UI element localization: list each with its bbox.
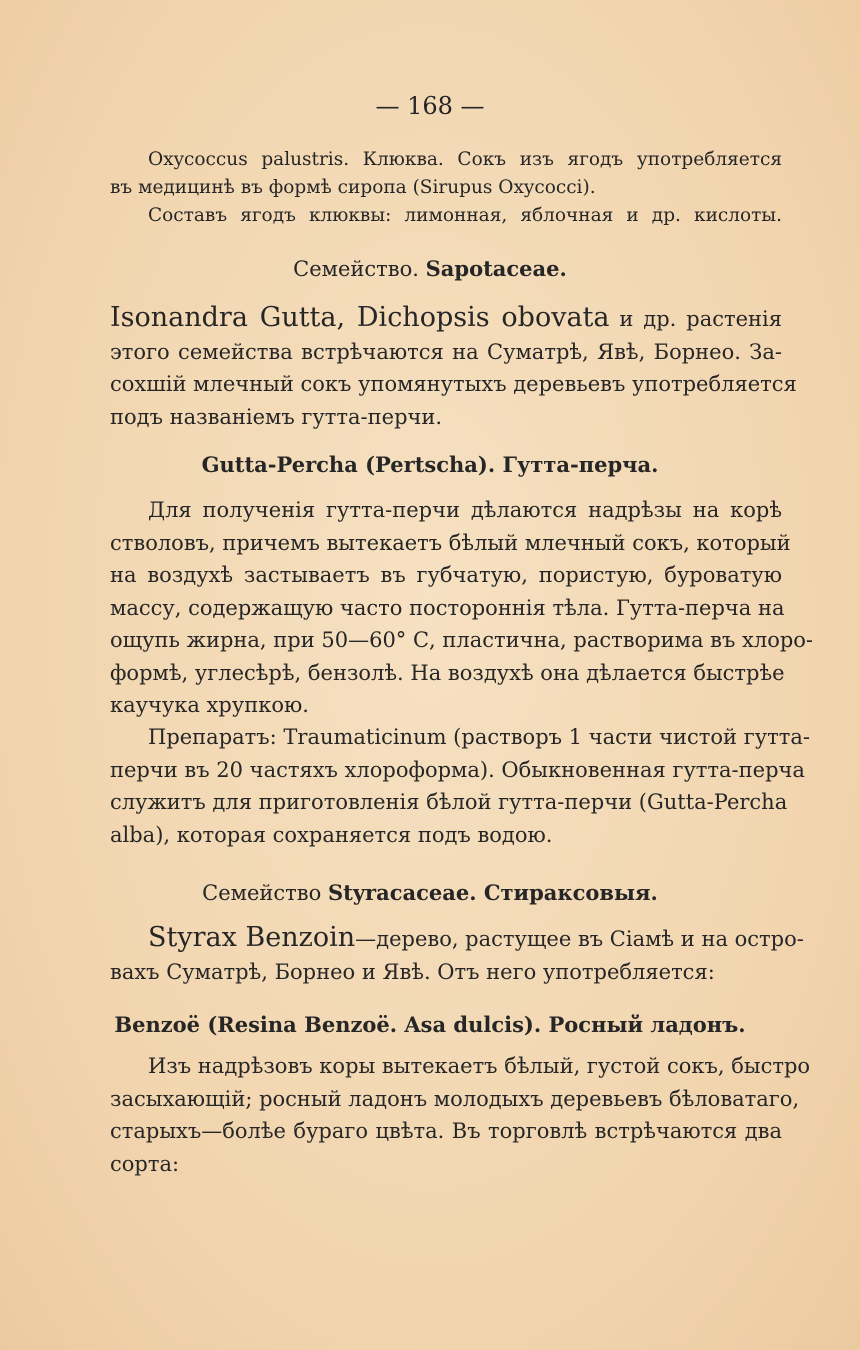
- text-line: вахъ Суматрѣ, Борнео и Явѣ. Отъ него употребляется:: [110, 959, 715, 984]
- heading-family-name: Styracaceae. Стираксовыя.: [327, 880, 658, 905]
- text-line: на воздухѣ застываетъ въ губчатую, пористую, буроватую: [110, 563, 782, 587]
- section-heading-gutta-percha: [0, 452, 860, 477]
- text-line: формѣ, углесѣрѣ, бензолѣ. На воздухѣ она дѣлается быстрѣе: [110, 660, 785, 685]
- heading-text: Benzoë (Resina Benzoë. Asa dulcis). Росный ладонъ.: [114, 1012, 746, 1037]
- heading-prefix: Семейство: [202, 881, 322, 905]
- text-line: Составъ ягодъ клюквы: лимонная, яблочная и др. кислоты.: [148, 205, 782, 226]
- text-line: Изъ надрѣзовъ коры вытекаетъ бѣлый, густой сокъ, быстро: [148, 1054, 811, 1078]
- text-line: служитъ для приготовленія бѣлой гутта-перчи (Gutta-Percha: [110, 790, 788, 814]
- section-heading-benzoe: [0, 1012, 860, 1037]
- text-line: засыхающій; росный ладонъ молодыхъ деревьевъ бѣловатаго,: [110, 1086, 800, 1111]
- heading-family-name: Sapotaceae.: [425, 256, 567, 281]
- sapotaceae-paragraph: [110, 302, 797, 433]
- lead-species-names: Isonandra Gutta, Dichopsis obovata: [110, 302, 610, 333]
- heading-prefix: Семейство.: [293, 257, 419, 281]
- oxycoccus-paragraph: [110, 146, 782, 230]
- section-heading-styracaceae: [0, 880, 860, 905]
- text-line: перчи въ 20 частяхъ хлороформа). Обыкновенная гутта-перча: [110, 757, 805, 782]
- text-line: стволовъ, причемъ вытекаетъ бѣлый млечный сокъ, который: [110, 530, 791, 555]
- text-line: въ медицинѣ въ формѣ сиропа (Sirupus Oxycocci).: [110, 177, 596, 198]
- text-line: массу, содержащую часто постороннія тѣла. Гутта-перча на: [110, 595, 785, 620]
- page-number: — 168 —: [375, 92, 485, 120]
- text-line: каучука хрупкою.: [110, 693, 309, 717]
- text-line: сорта:: [110, 1151, 180, 1176]
- section-heading-sapotaceae: [0, 256, 860, 281]
- text-line: старыхъ—болѣе бураго цвѣта. Въ торговлѣ встрѣчаются два: [110, 1119, 782, 1143]
- lead-species-name: Styrax Benzoin: [148, 922, 356, 953]
- gutta-paragraph-1: [110, 494, 814, 722]
- text-line: ощупь жирна, при 50—60° С, пластична, растворима въ хлоро-: [110, 628, 814, 652]
- text-line: Препаратъ: Traumaticinum (растворъ 1 части чистой гутта-: [148, 725, 810, 749]
- text-span: и др. растенія: [609, 307, 782, 331]
- heading-text: Gutta-Percha (Pertscha). Гутта-перча.: [201, 452, 659, 477]
- text-line: подъ названіемъ гутта-перчи.: [110, 404, 443, 429]
- text-line: сохшій млечный сокъ упомянутыхъ деревьевъ употребляется: [110, 372, 797, 396]
- text-line: этого семейства встрѣчаются на Суматрѣ, Явѣ, Борнео. За-: [110, 339, 782, 364]
- styracaceae-paragraph: [110, 922, 804, 988]
- text-line: Для полученія гутта-перчи дѣлаются надрѣзы на корѣ: [148, 498, 782, 522]
- text-line: [110, 302, 782, 336]
- text-line: Oxycoccus palustris. Клюква. Сокъ изъ ягодъ употребляется: [148, 149, 782, 170]
- text-span: —дерево, растущее въ Сіамѣ и на остро-: [355, 927, 804, 951]
- benzoe-paragraph: [110, 1050, 811, 1180]
- text-line: alba), которая сохраняется подъ водою.: [110, 822, 553, 847]
- gutta-paragraph-2: [110, 721, 810, 851]
- text-line: [110, 922, 804, 956]
